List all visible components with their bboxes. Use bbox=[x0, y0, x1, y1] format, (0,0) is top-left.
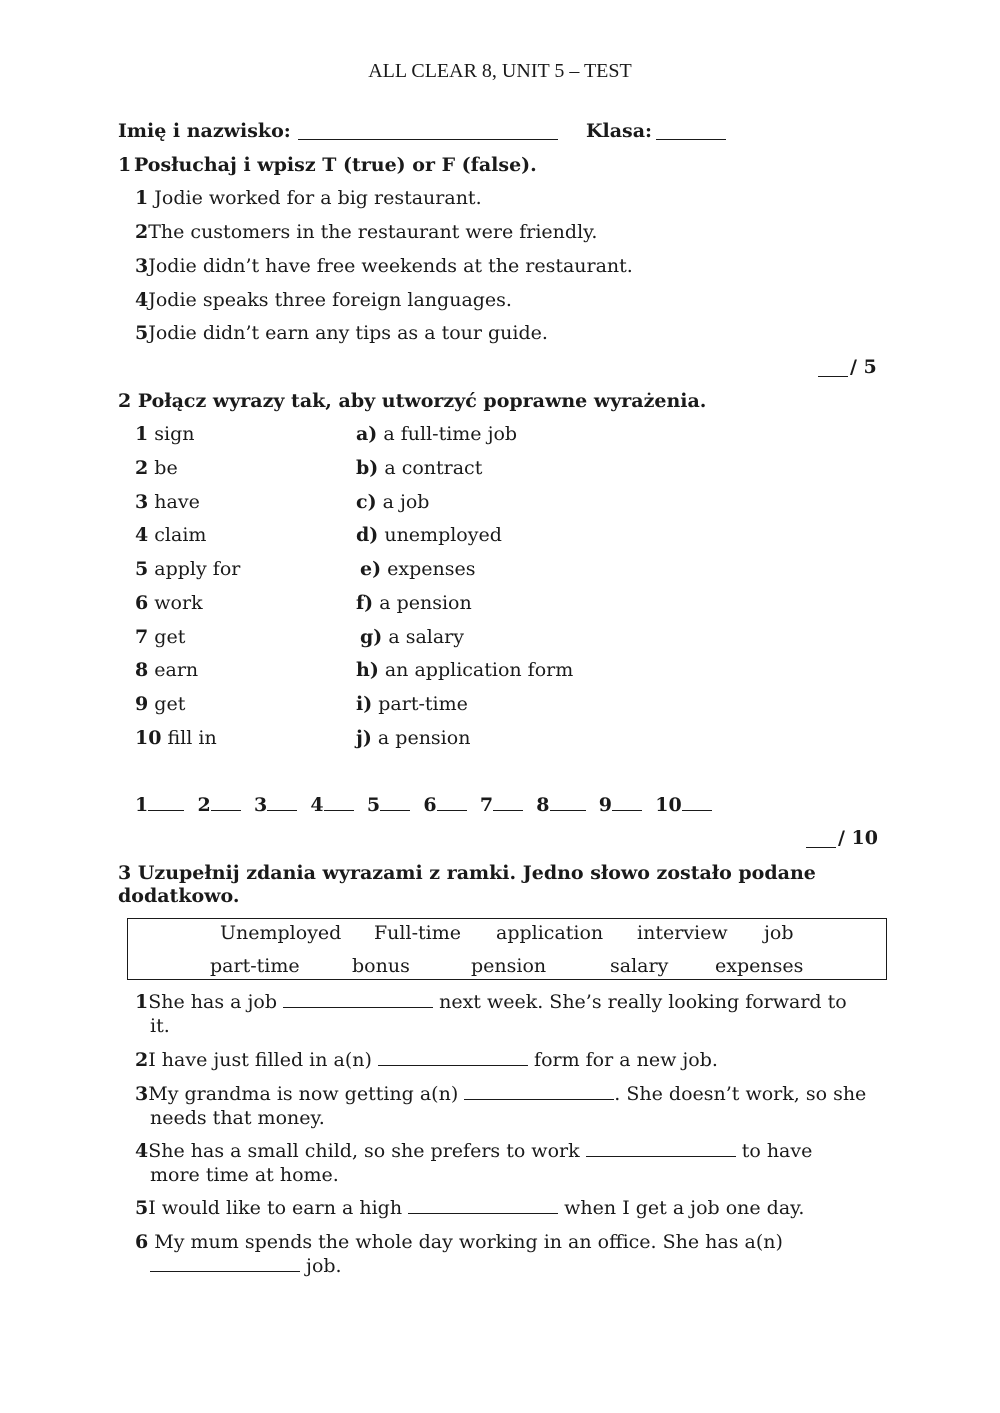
list-item bbox=[135, 592, 203, 614]
item-text: earn bbox=[154, 659, 199, 681]
item-letter: h) bbox=[356, 659, 379, 681]
sentence-text: next week. She’s really looking forward to bbox=[439, 991, 847, 1013]
sentence-text: job. bbox=[306, 1255, 342, 1277]
list-item bbox=[135, 255, 633, 277]
word-box-item: bonus bbox=[352, 955, 410, 977]
item-text: sign bbox=[154, 423, 195, 445]
list-item bbox=[135, 187, 482, 209]
item-letter: b) bbox=[356, 457, 379, 479]
list-item bbox=[135, 322, 548, 344]
item-text: a contract bbox=[384, 457, 483, 479]
item-number: 9 bbox=[135, 693, 149, 715]
name-label: Imię i nazwisko: bbox=[118, 120, 291, 142]
item-letter: a) bbox=[356, 423, 378, 445]
sentence-text: . She doesn’t work, so she bbox=[614, 1083, 867, 1105]
answer-blank[interactable] bbox=[493, 794, 523, 811]
item-number: 5 bbox=[135, 1197, 149, 1219]
word-box-item: Unemployed bbox=[220, 922, 342, 944]
sentence-text: She has a small child, so she prefers to work bbox=[148, 1140, 580, 1162]
answer-number: 3 bbox=[253, 794, 268, 816]
item-text: Jodie didn’t have free weekends at the restaurant. bbox=[148, 255, 633, 277]
gap-blank[interactable] bbox=[283, 991, 433, 1008]
list-item bbox=[135, 558, 240, 580]
answer-blank[interactable] bbox=[211, 794, 241, 811]
sentence bbox=[135, 1197, 804, 1219]
word-box-item: application bbox=[496, 922, 604, 944]
item-text: a salary bbox=[388, 626, 464, 648]
answer-number: 2 bbox=[197, 794, 211, 816]
sentence bbox=[135, 1231, 783, 1253]
sentence-cont: needs that money. bbox=[150, 1107, 325, 1129]
ex1-instruction: Posłuchaj i wpisz T (true) or F (false). bbox=[134, 154, 537, 176]
item-number: 3 bbox=[135, 255, 149, 277]
item-letter: e) bbox=[360, 558, 382, 580]
item-number: 4 bbox=[135, 524, 149, 546]
item-text: apply for bbox=[154, 558, 241, 580]
list-item bbox=[135, 524, 206, 546]
item-text: work bbox=[154, 592, 203, 614]
list-item bbox=[356, 423, 517, 445]
item-text: a pension bbox=[377, 727, 471, 749]
score-blank[interactable] bbox=[806, 831, 836, 848]
list-item bbox=[135, 693, 185, 715]
answer-number: 1 bbox=[135, 794, 149, 816]
sentence-text: My grandma is now getting a(n) bbox=[148, 1083, 459, 1105]
item-text: claim bbox=[154, 524, 207, 546]
answer-number: 5 bbox=[366, 794, 381, 816]
gap-blank[interactable] bbox=[378, 1049, 528, 1066]
list-item bbox=[356, 491, 429, 513]
item-letter: i) bbox=[356, 693, 373, 715]
list-item bbox=[135, 457, 178, 479]
name-field[interactable] bbox=[298, 123, 558, 140]
item-number: 2 bbox=[135, 221, 149, 243]
item-number: 3 bbox=[135, 491, 149, 513]
gap-blank[interactable] bbox=[586, 1140, 736, 1157]
item-text: The customers in the restaurant were friendly. bbox=[148, 221, 598, 243]
item-number: 6 bbox=[135, 1231, 149, 1253]
item-number: 10 bbox=[135, 727, 162, 749]
answer-number: 8 bbox=[536, 794, 550, 816]
sentence bbox=[135, 1140, 812, 1162]
answer-blank[interactable] bbox=[148, 794, 184, 811]
item-text: Jodie speaks three foreign languages. bbox=[148, 289, 512, 311]
list-item bbox=[356, 693, 468, 715]
item-text: a full-time job bbox=[383, 423, 518, 445]
list-item bbox=[135, 221, 597, 243]
ex3-instruction: 3 Uzupełnij zdania wyrazami z ramki. Jedno słowo zostało podane dodatkowo. bbox=[118, 862, 816, 907]
sentence bbox=[135, 1083, 866, 1105]
class-label: Klasa: bbox=[586, 120, 653, 142]
score-blank[interactable] bbox=[818, 360, 848, 377]
word-box-item: expenses bbox=[715, 955, 804, 977]
item-letter: c) bbox=[356, 491, 377, 513]
answer-blank[interactable] bbox=[380, 794, 410, 811]
item-number: 1 bbox=[135, 991, 149, 1013]
item-text: Jodie worked for a big restaurant. bbox=[154, 187, 482, 209]
item-number: 7 bbox=[135, 626, 149, 648]
answer-blank[interactable] bbox=[324, 794, 354, 811]
item-letter: j) bbox=[356, 727, 372, 749]
sentence-text: I would like to earn a high bbox=[148, 1197, 403, 1219]
item-text: have bbox=[154, 491, 200, 513]
word-box-item: Full-time bbox=[374, 922, 461, 944]
gap-blank[interactable] bbox=[408, 1197, 558, 1214]
item-text: expenses bbox=[387, 558, 476, 580]
answer-number: 4 bbox=[310, 794, 324, 816]
item-text: get bbox=[154, 693, 186, 715]
item-number: 4 bbox=[135, 289, 149, 311]
item-number: 6 bbox=[135, 592, 149, 614]
item-number: 1 bbox=[135, 423, 149, 445]
sentence-text: She has a job bbox=[148, 991, 277, 1013]
sentence bbox=[135, 991, 847, 1013]
item-text: be bbox=[154, 457, 178, 479]
ex2-instruction: 2 Połącz wyrazy tak, aby utworzyć poprawne wyrażenia. bbox=[118, 390, 707, 412]
list-item bbox=[356, 592, 472, 614]
sentence-text: I have just filled in a(n) bbox=[148, 1049, 372, 1071]
item-number: 3 bbox=[135, 1083, 149, 1105]
answer-blank[interactable] bbox=[267, 794, 297, 811]
list-item bbox=[135, 423, 195, 445]
sentence-cont: more time at home. bbox=[150, 1164, 339, 1186]
ex1-number: 1 bbox=[118, 154, 132, 176]
item-number: 4 bbox=[135, 1140, 149, 1162]
answer-row bbox=[135, 794, 712, 816]
answer-blank[interactable] bbox=[682, 794, 712, 811]
sentence-text: form for a new job. bbox=[534, 1049, 718, 1071]
item-text: fill in bbox=[167, 727, 217, 749]
item-number: 1 bbox=[135, 187, 149, 209]
list-item bbox=[356, 457, 482, 479]
sentence-text: My mum spends the whole day working in an office. She has a(n) bbox=[154, 1231, 783, 1253]
item-text: a pension bbox=[379, 592, 472, 614]
list-item bbox=[356, 524, 502, 546]
list-item bbox=[135, 491, 200, 513]
item-text: get bbox=[154, 626, 186, 648]
list-item bbox=[135, 727, 217, 749]
answer-blank[interactable] bbox=[437, 794, 467, 811]
list-item bbox=[360, 626, 464, 648]
item-text: unemployed bbox=[384, 524, 502, 546]
item-number: 5 bbox=[135, 322, 149, 344]
word-box-item: interview bbox=[637, 922, 728, 944]
word-box-item: pension bbox=[471, 955, 547, 977]
ex1-score: / 5 bbox=[850, 356, 877, 378]
answer-number: 10 bbox=[655, 794, 682, 816]
item-number: 5 bbox=[135, 558, 149, 580]
answer-number: 9 bbox=[598, 794, 612, 816]
item-number: 2 bbox=[135, 1049, 149, 1071]
answer-blank[interactable] bbox=[550, 794, 586, 811]
sentence-text: when I get a job one day. bbox=[564, 1197, 805, 1219]
class-field[interactable] bbox=[656, 123, 726, 140]
item-letter: d) bbox=[356, 524, 379, 546]
item-text: part-time bbox=[378, 693, 468, 715]
answer-blank[interactable] bbox=[612, 794, 642, 811]
item-number: 8 bbox=[135, 659, 149, 681]
sentence-cont bbox=[150, 1255, 342, 1277]
ex2-score: / 10 bbox=[838, 827, 878, 849]
item-letter: g) bbox=[360, 626, 383, 648]
gap-blank[interactable] bbox=[464, 1083, 614, 1100]
list-item bbox=[360, 558, 475, 580]
sentence-text: to have bbox=[741, 1140, 813, 1162]
list-item bbox=[135, 659, 198, 681]
sentence bbox=[135, 1049, 718, 1071]
word-box-item: salary bbox=[610, 955, 669, 977]
list-item bbox=[356, 727, 470, 749]
answer-number: 7 bbox=[479, 794, 494, 816]
gap-blank[interactable] bbox=[150, 1255, 300, 1272]
page-title: ALL CLEAR 8, UNIT 5 – TEST bbox=[368, 60, 632, 82]
item-text: a job bbox=[382, 491, 430, 513]
item-number: 2 bbox=[135, 457, 149, 479]
list-item bbox=[135, 626, 185, 648]
word-box-item: job bbox=[764, 922, 794, 944]
item-text: Jodie didn’t earn any tips as a tour guide. bbox=[148, 322, 548, 344]
list-item bbox=[135, 289, 512, 311]
list-item bbox=[356, 659, 573, 681]
item-text: an application form bbox=[384, 659, 574, 681]
sentence-cont: it. bbox=[150, 1015, 170, 1037]
answer-number: 6 bbox=[423, 794, 437, 816]
item-letter: f) bbox=[356, 592, 374, 614]
word-box-item: part-time bbox=[210, 955, 300, 977]
